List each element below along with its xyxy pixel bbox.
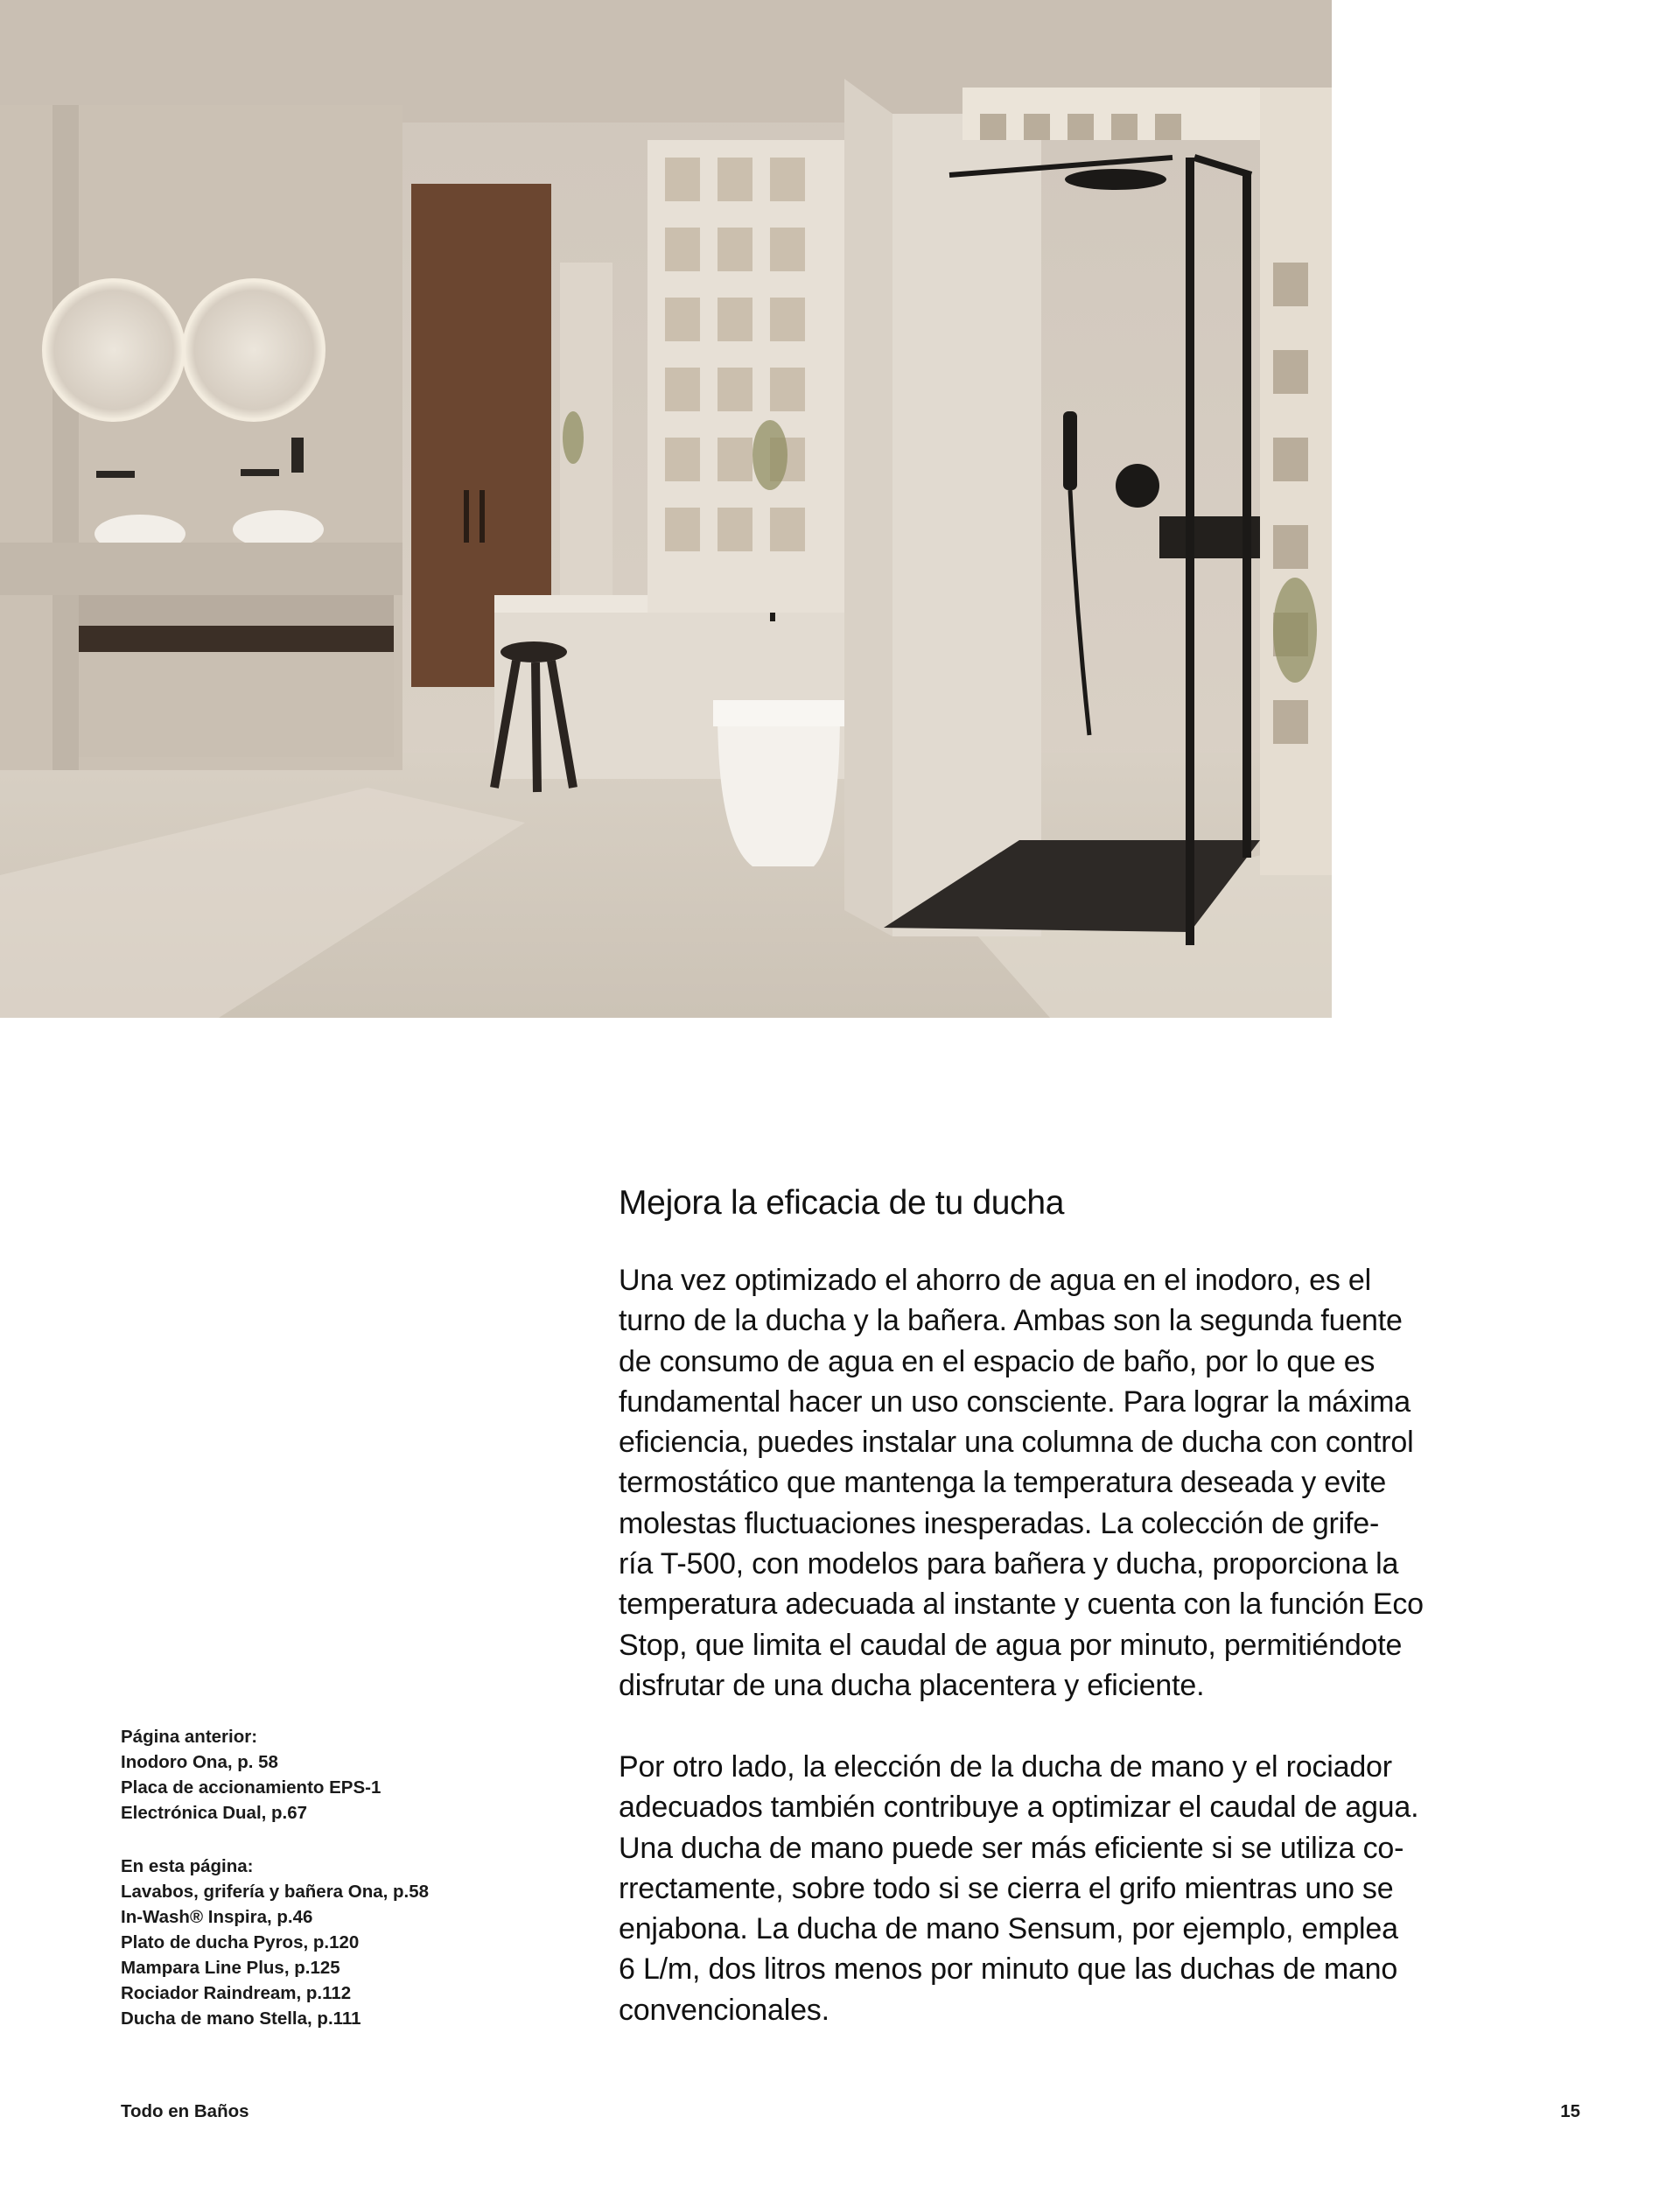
text-line: ría T-500, con modelos para bañera y ducha, proporciona la (619, 1547, 1399, 1581)
hero-photo (0, 0, 1332, 1018)
text-line: Una ducha de mano puede ser más eficiente si se utiliza co- (619, 1831, 1404, 1865)
sidenote-line: Electrónica Dual, p.67 (121, 1803, 308, 1823)
sidenote-line: Placa de accionamiento EPS-1 (121, 1777, 382, 1798)
text-line: de consumo de agua en el espacio de baño, por lo que es (619, 1344, 1376, 1378)
text-line: rrectamente, sobre todo si se cierra el grifo mientras uno se (619, 1871, 1394, 1905)
sidenote-previous-page (121, 1724, 558, 1826)
sidenote-line: En esta página: (121, 1856, 254, 1876)
sidenote-line: Lavabos, grifería y bañera Ona, p.58 (121, 1882, 430, 1902)
page-number: 15 (1560, 2101, 1580, 2121)
text-line: temperatura adecuada al instante y cuenta con la función Eco (619, 1588, 1424, 1622)
text-line: molestas fluctuaciones inesperadas. La colección de grife- (619, 1506, 1380, 1540)
sidenote-line: Mampara Line Plus, p.125 (121, 1958, 340, 1978)
text-line: Stop, que limita el caudal de agua por minuto, permitiéndote (619, 1628, 1403, 1662)
sidenote-line: In-Wash® Inspira, p.46 (121, 1907, 313, 1927)
footer-publication: Todo en Baños (121, 2101, 249, 2121)
sidenote-line: Inodoro Ona, p. 58 (121, 1752, 278, 1772)
paragraph-hand-shower (619, 1747, 1625, 2030)
text-line: turno de la ducha y la bañera. Ambas son la segunda fuente (619, 1304, 1403, 1338)
sidenote-line: Rociador Raindream, p.112 (121, 1983, 352, 2003)
sidenote-this-page (121, 1854, 558, 2031)
text-line: 6 L/m, dos litros menos por minuto que las duchas de mano (619, 1952, 1398, 1987)
sidenote-line: Ducha de mano Stella, p.111 (121, 2008, 361, 2029)
text-line: eficiencia, puedes instalar una columna de ducha con control (619, 1426, 1414, 1460)
text-line: Una vez optimizado el ahorro de agua en el inodoro, es el (619, 1264, 1371, 1297)
text-line: adecuados también contribuye a optimizar el caudal de agua. (619, 1791, 1419, 1825)
text-line: enjabona. La ducha de mano Sensum, por ejemplo, emplea (619, 1912, 1398, 1946)
section-heading: Mejora la eficacia de tu ducha (619, 1184, 1065, 1222)
sidenote-line: Página anterior: (121, 1727, 258, 1747)
text-line: convencionales. (619, 1993, 830, 2027)
text-line: disfrutar de una ducha placentera y eficiente. (619, 1668, 1205, 1702)
text-line: fundamental hacer un uso consciente. Para lograr la máxima (619, 1384, 1411, 1419)
paragraph-shower-efficiency (619, 1260, 1625, 1706)
text-line: Por otro lado, la elección de la ducha de mano y el rociador (619, 1750, 1392, 1784)
sidenote-line: Plato de ducha Pyros, p.120 (121, 1932, 360, 1952)
text-line: termostático que mantenga la temperatura deseada y evite (619, 1466, 1387, 1500)
